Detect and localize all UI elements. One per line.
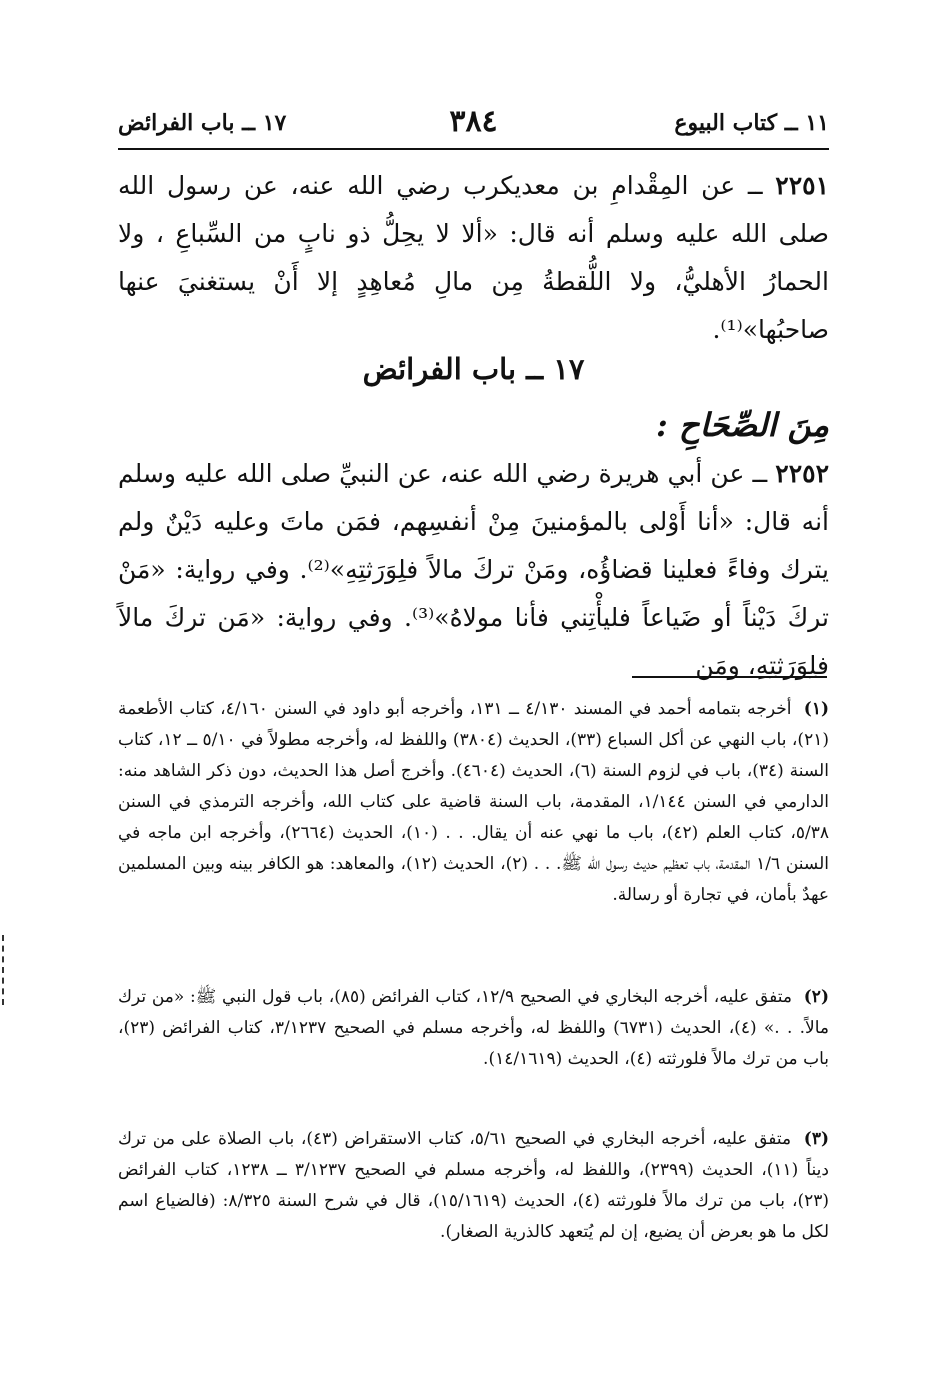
scan-edge-mark <box>2 935 6 1005</box>
header-book-title: ١١ ــ كتاب البيوع <box>674 110 829 136</box>
hadith-number: ٢٢٥١ <box>775 171 829 200</box>
chapter-heading: ١٧ ــ باب الفرائض <box>362 352 585 386</box>
section-label: مِنَ الصِّحَاحِ : <box>655 406 829 444</box>
footnote-separator <box>632 676 827 678</box>
hadith-2251 <box>118 162 829 354</box>
footnote-2 <box>118 982 829 1075</box>
header-chapter-title: ١٧ ــ باب الفرائض <box>118 110 287 136</box>
hadith-number: ٢٢٥٢ <box>775 459 830 488</box>
running-header <box>118 104 829 150</box>
footnote-marker: (٣) <box>803 1129 829 1149</box>
hadith-text: ــ عن المِقْدامِ بن معديكرب رضي الله عنه، عن رسول الله صلى الله عليه وسلم أنه قال: «ألا لا يحِلُّ ذو نابٍ من السِّباعِ ، ولا الحمارُ الأهليُّ، ولا اللُّقطةُ مِن مالِ مُعاهِدٍ إلا أَنْ يستغنيَ عنها صاحبُها»⁽¹⁾. <box>118 171 829 344</box>
footnote-marker: (٢) <box>803 987 829 1007</box>
page-number: ٣٨٤ <box>449 104 498 139</box>
hadith-text: ــ عن أبي هريرة رضي الله عنه، عن النبيِّ صلى الله عليه وسلم أنه قال: «أنا أَوْلى بالمؤمنينَ مِنْ أنفسِهم، فمَن ماتَ وعليه دَيْنٌ ولم يترك وفاءً فعلينا قضاؤُه، ومَنْ تركَ مالاً فلِوَرَثتِهِ»⁽²⁾. وفي رواية: «مَنْ تركَ دَيْناً أو ضَياعاً فليأْتِني فأنا مولاهُ»⁽³⁾. وفي رواية: «مَن تركَ مالاً فلِوَرَثتِهِ، ومَن <box>118 459 829 680</box>
footnote-text: أخرجه بتمامه أحمد في المسند ٤/١٣٠ ــ ١٣١، وأخرجه أبو داود في السنن ٤/١٦٠، كتاب الأطعمة (٢١)، باب النهي عن أكل السباع (٣٣)، الحديث (٣٨٠٤) واللفظ له، وأخرجه مطولاً في ٥/١٠ ــ ١٢، كتاب السنة (٣٤)، باب في لزوم السنة (٦)، الحديث (٤٦٠٤). وأخرج أصل هذا الحديث، دون ذكر الشاهد منه: الدارمي في السنن ١/١٤٤، المقدمة، باب السنة قاضية على كتاب الله، وأخرجه الترمذي في السنن ٥/٣٨، كتاب العلم (٤٢)، باب ما نهي عنه أن يقال. . . (١٠)، الحديث (٢٦٦٤)، وأخرجه ابن ماجه في السنن ١/٦ المقدمة، باب تعظيم حديث رسول الله ﷺ. . . (٢)، الحديث (١٢)، والمعاهد: هو الكافر بينه وبين المسلمين عهدٌ بأمان، في تجارة أو رسالة. <box>118 699 830 905</box>
footnote-1 <box>118 694 829 911</box>
hadith-2252 <box>118 450 829 690</box>
footnote-text: متفق عليه، أخرجه البخاري في الصحيح ١٢/٩، كتاب الفرائض (٨٥)، باب قول النبي ﷺ: «من ترك مالاً. . .» (٤)، الحديث (٦٧٣١) واللفظ له، وأخرجه مسلم في الصحيح ٣/١٢٣٧، كتاب الفرائض (٢٣)، باب من ترك مالاً فلورثته (٤)، الحديث (١٤/١٦١٩). <box>118 987 830 1069</box>
footnote-text: متفق عليه، أخرجه البخاري في الصحيح ٥/٦١، كتاب الاستقراض (٤٣)، باب الصلاة على من ترك ديناً (١١)، الحديث (٢٣٩٩)، واللفظ له، وأخرجه مسلم في الصحيح ٣/١٢٣٧ ــ ١٢٣٨، كتاب الفرائض (٢٣)، باب من ترك مالاً فلورثته (٤)، الحديث (١٥/١٦١٩)، قال في شرح السنة ٨/٣٢٥: (فالضياع اسم لكل ما هو بعرض أن يضيع، إن لم يُتعهد كالذرية الصغار). <box>118 1129 829 1242</box>
footnote-marker: (١) <box>803 699 830 719</box>
footnote-3 <box>118 1124 829 1248</box>
